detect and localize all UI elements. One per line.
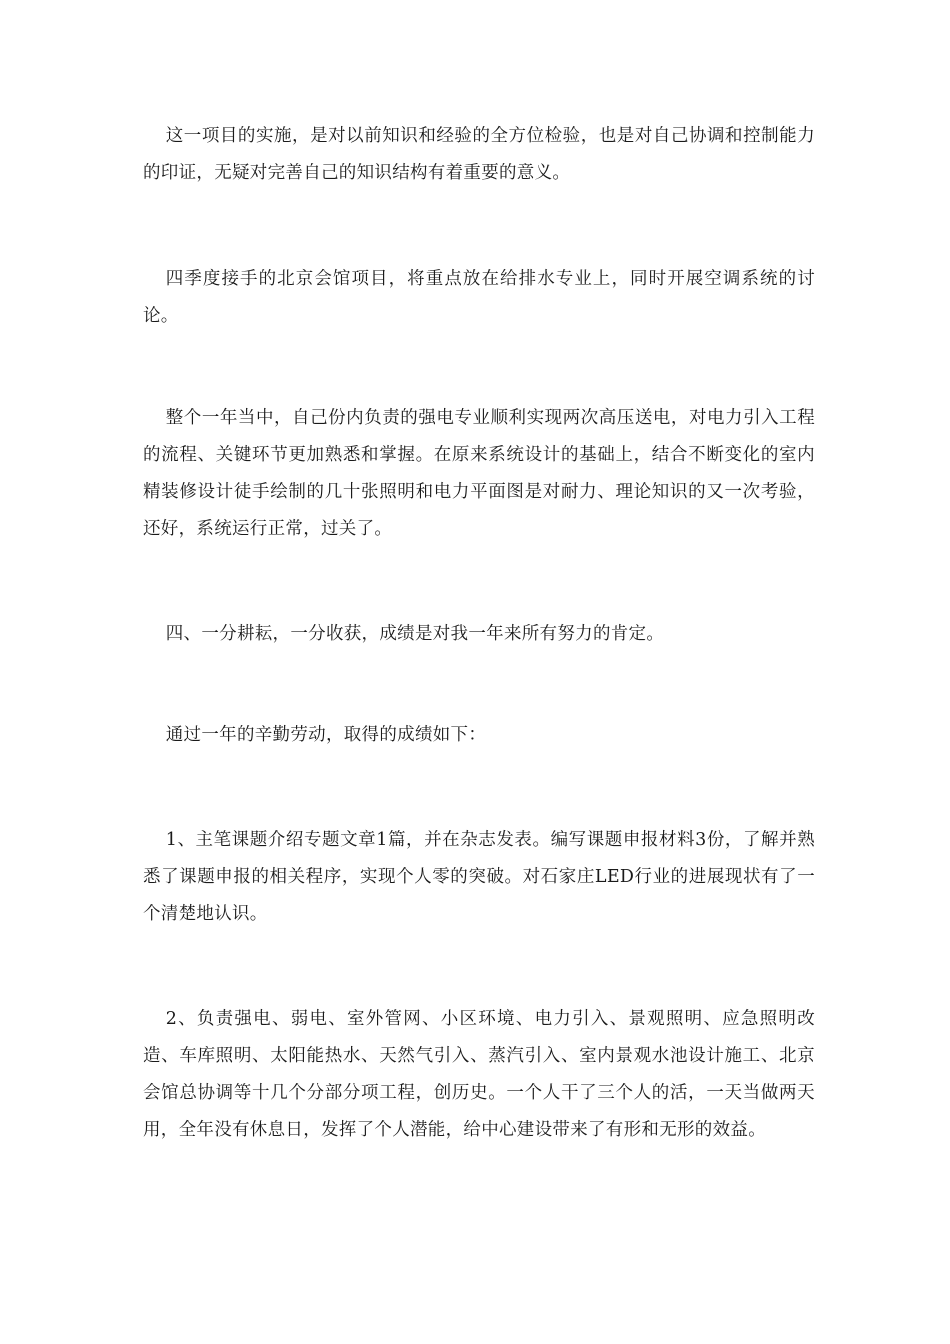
list-item-1: 1、主笔课题介绍专题文章1篇，并在杂志发表。编写课题申报材料3份，了解并熟悉了课题申报的相关程序，实现个人零的突破。对石家庄LED行业的进展现状有了一个清楚地认识。: [143, 830, 815, 924]
paragraph-q4-beijing-hall: 四季度接手的北京会馆项目，将重点放在给排水专业上，同时开展空调系统的讨论。: [143, 269, 815, 326]
paragraph-project-significance: 这一项目的实施，是对以前知识和经验的全方位检验，也是对自己协调和控制能力的印证，无疑对完善自己的知识结构有着重要的意义。: [143, 126, 815, 183]
section-heading-achievements: 四、一分耕耘，一分收获，成绩是对我一年来所有努力的肯定。: [165, 624, 665, 644]
paragraph-results-intro: 通过一年的辛勤劳动，取得的成绩如下：: [165, 725, 487, 745]
paragraph-year-summary: 整个一年当中，自己份内负责的强电专业顺利实现两次高压送电，对电力引入工程的流程、关键环节更加熟悉和掌握。在原来系统设计的基础上，结合不断变化的室内精装修设计徒手绘制的几十张照明和电力平面图是对耐力、理论知识的又一次考验，还好，系统运行正常，过关了。: [143, 408, 815, 539]
list-item-2: 2、负责强电、弱电、室外管网、小区环境、电力引入、景观照明、应急照明改造、车库照明、太阳能热水、天然气引入、蒸汽引入、室内景观水池设计施工、北京会馆总协调等十几个分部分项工程，创历史。一个人干了三个人的活，一天当做两天用，全年没有休息日，发挥了个人潜能，给中心建设带来了有形和无形的效益。: [143, 1009, 815, 1140]
